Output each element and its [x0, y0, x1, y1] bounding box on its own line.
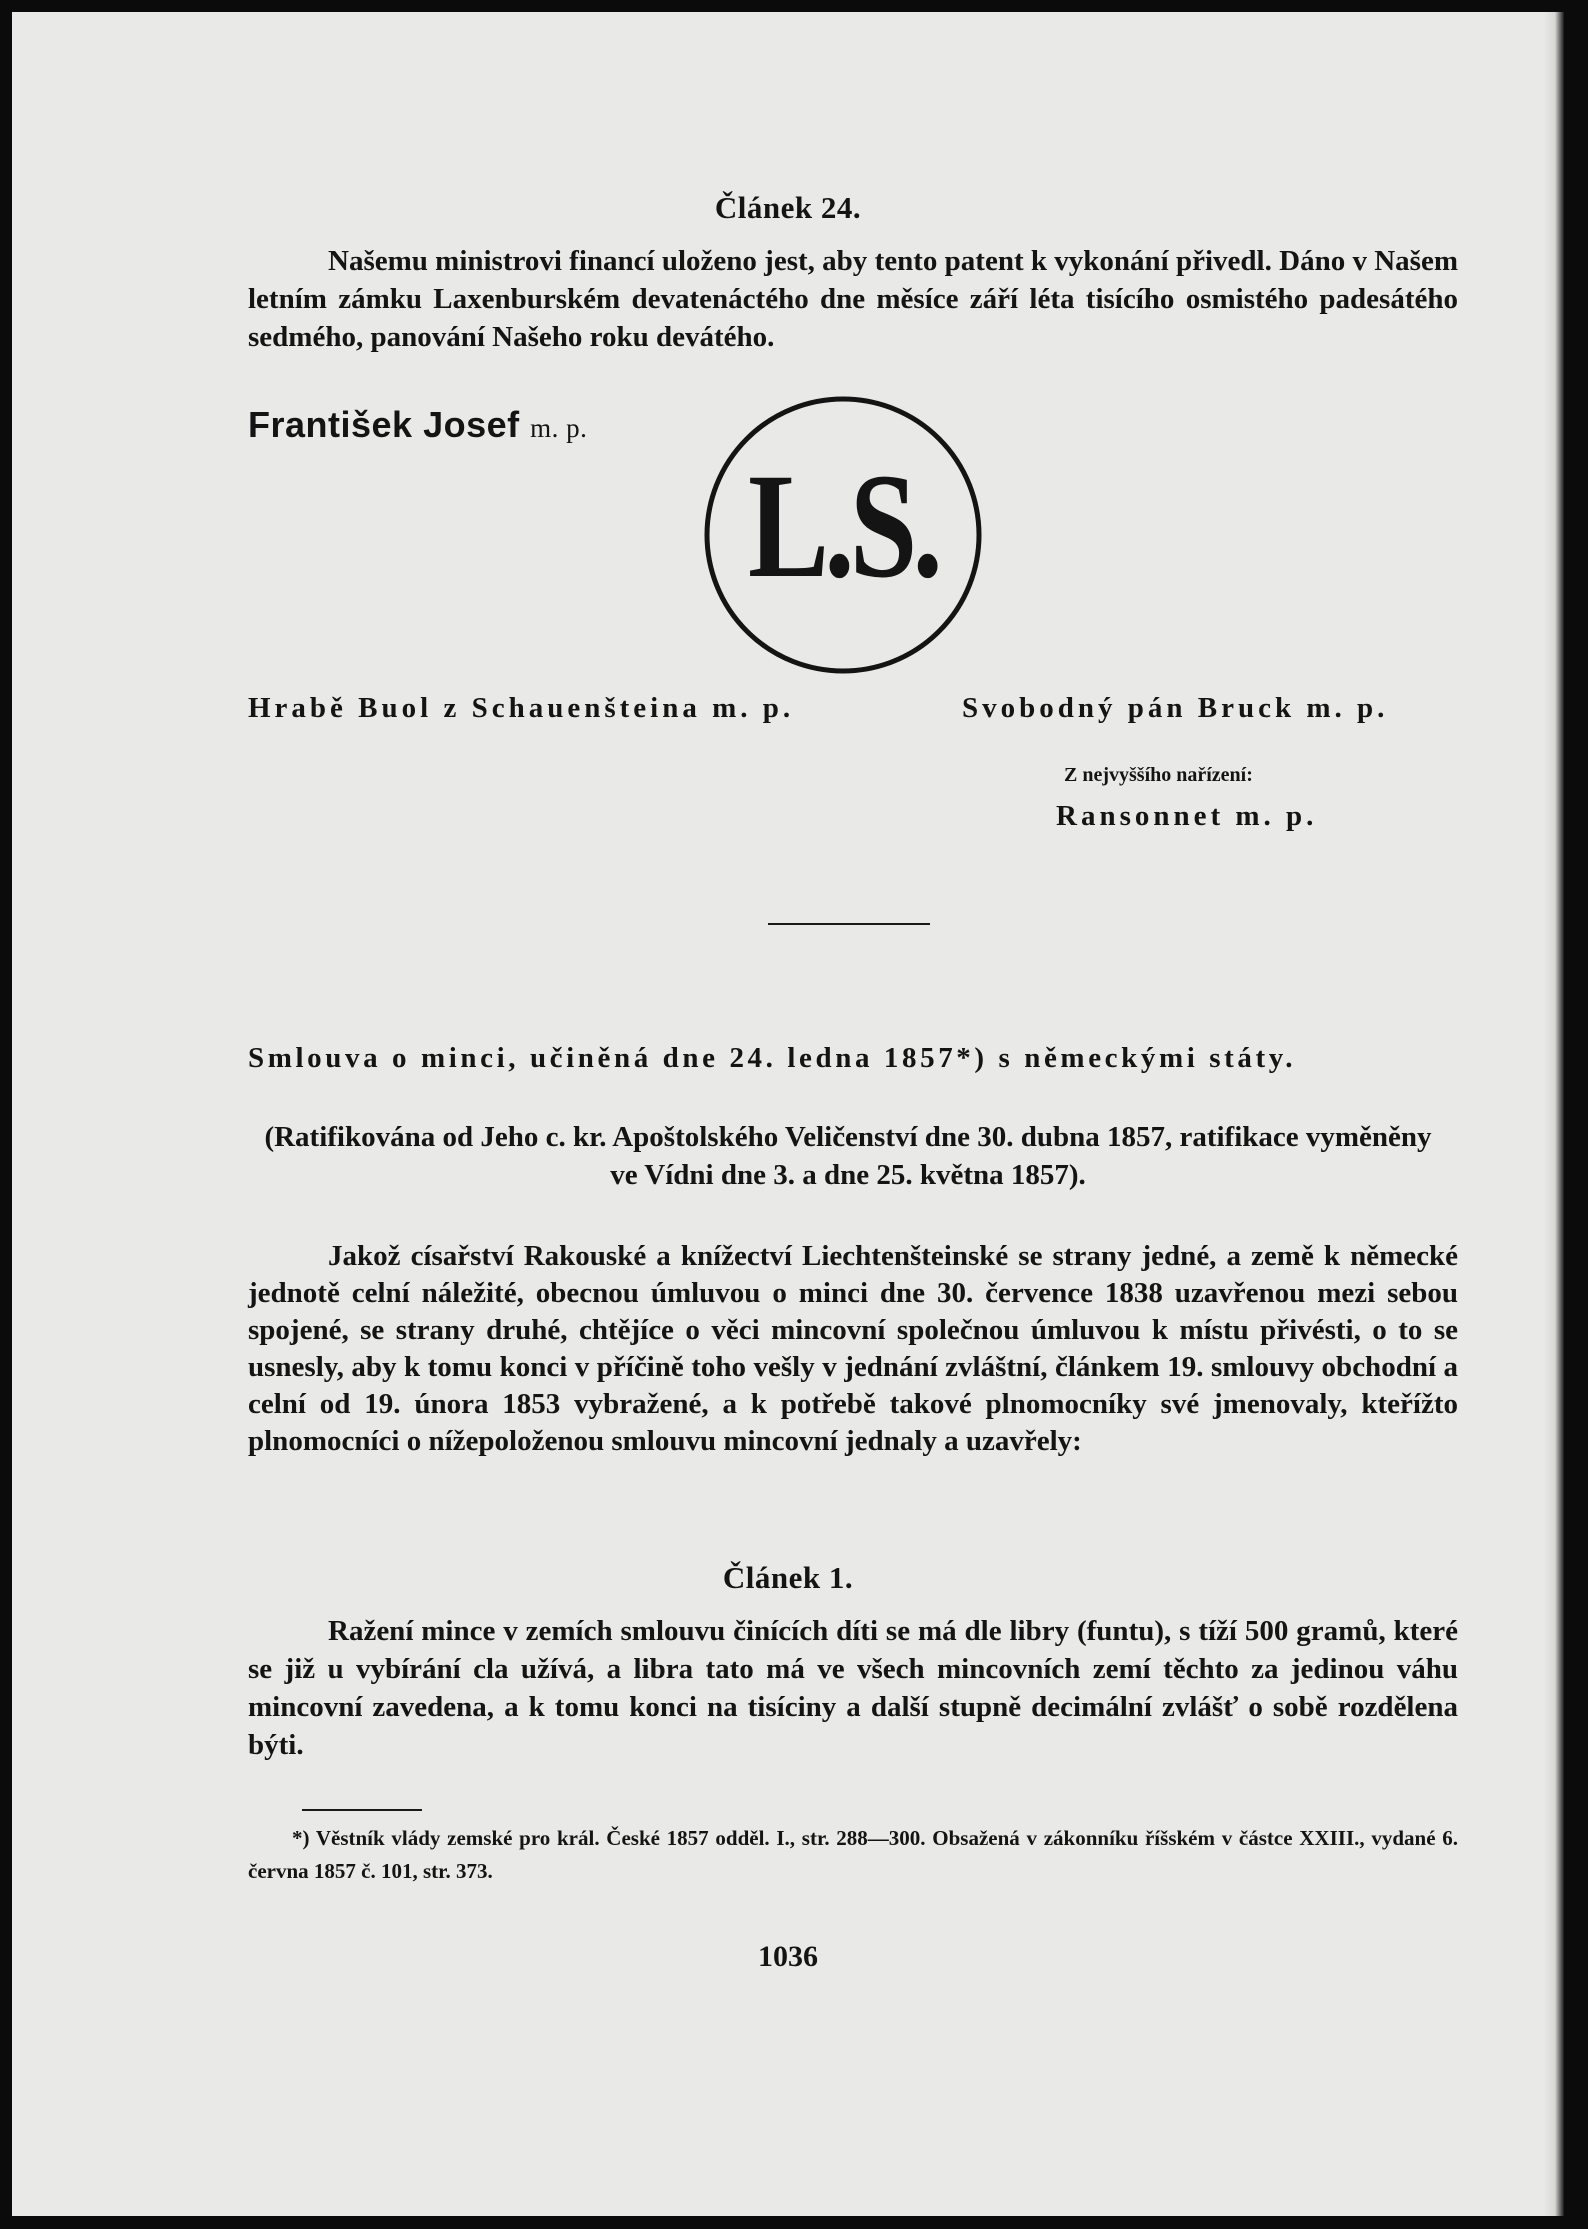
locus-sigilli-seal [702, 394, 984, 676]
article-1-heading: Článek 1. [722, 1560, 854, 1595]
article-24-text: Našemu ministrovi financí uloženo jest, aby tento patent k vykonání přivedl. Dáno v Našem letním zámku Laxenburském devatenáctého dne měsíce září léta tisícího osmistého padesátého sedmého, panování Našeho roku devátého. [248, 245, 1458, 353]
treaty-title: Smlouva o minci, učiněná dne 24. ledna 1857*) s německými státy. [248, 1042, 1297, 1074]
signatory-right: Svobodný pán Bruck m. p. [962, 692, 1389, 724]
article-24-heading: Článek 24. [714, 190, 862, 225]
page-number: 1036 [758, 1940, 818, 1973]
signatory-left: Hrabě Buol z Schauenšteina m. p. [248, 692, 795, 724]
emperor-signature [248, 404, 587, 446]
seal-text: L.S. [748, 443, 938, 609]
section-divider [768, 923, 930, 925]
footnote-rule [302, 1809, 422, 1811]
signature-name: František Josef [248, 404, 520, 445]
page-edge-shadow [1544, 12, 1564, 2216]
document-page [12, 12, 1564, 2216]
order-signatory: Ransonnet m. p. [1056, 800, 1318, 832]
signature-suffix: m. p. [530, 413, 588, 443]
article-1-text: Ražení mince v zemích smlouvu činících díti se má dle libry (funtu), s tíží 500 gramů, které se již u vybírání cla užívá, a libra tato má ve všech mincovních zemí těchto za jedinou váhu mincovní zavedena, a k tomu konci na tisíciny a další stupně decimální zvlášť o sobě rozdělena býti. [248, 1615, 1458, 1761]
footnote-text: *) Věstník vlády zemské pro král. České 1857 odděl. I., str. 288—300. Obsažená v zákonníku říšském v částce XXIII., vydané 6. června 1857 č. 101, str. 373. [248, 1826, 1458, 1883]
treaty-ratification: (Ratifikována od Jeho c. kr. Apoštolského Veličenství dne 30. dubna 1857, ratifikace vyměněny ve Vídni dne 3. a dne 25. května 1857). [264, 1121, 1432, 1191]
order-label: Z nejvyššího nařízení: [1064, 764, 1253, 786]
treaty-preamble: Jakož císařství Rakouské a knížectví Liechtenšteinské se strany jedné, a země k německé jednotě celní náležité, obecnou úmluvou o minci dne 30. července 1838 uzavřenou mezi sebou spojené, se strany druhé, chtějíce o věci mincovní společnou úmluvou k místu přivésti, o to se usnesly, aby k tomu konci v příčině toho vešly v jednání zvláštní, článkem 19. smlouvy obchodní a celní od 19. února 1853 vybražené, a k potřebě takové plnomocníky své jmenovaly, kteřížto plnomocníci o nížepoloženou smlouvu mincovní jednaly a uzavřely: [248, 1240, 1458, 1457]
